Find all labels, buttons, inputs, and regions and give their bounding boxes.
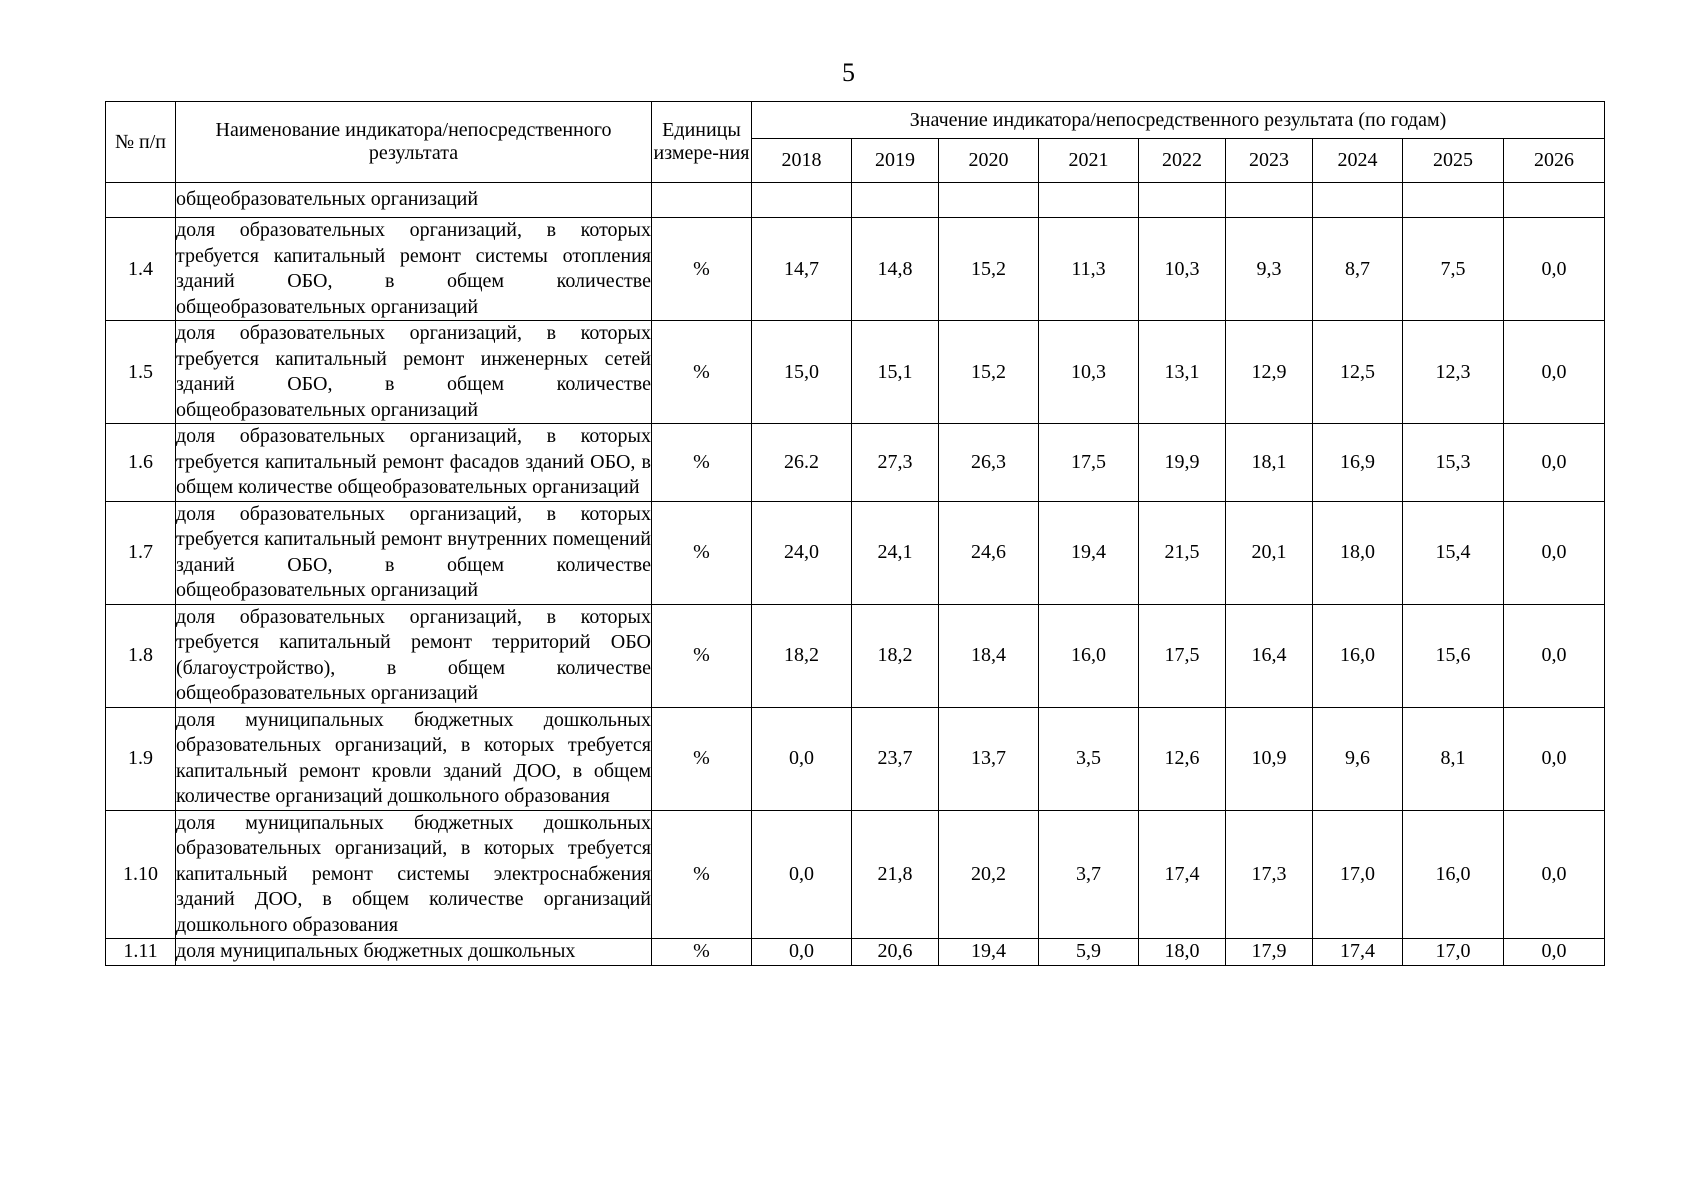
value-cell: 18,0	[1139, 939, 1226, 966]
value-cell	[1313, 183, 1403, 218]
row-indicator-name: доля образовательных организаций, в которых требуется капитальный ремонт внутренних помещений зданий ОБО, в общем количестве общеобразовательных организаций	[176, 501, 652, 604]
value-cell: 24,1	[852, 501, 939, 604]
table-row	[106, 424, 1605, 502]
value-cell: 0,0	[752, 939, 852, 966]
value-cell: 17,4	[1313, 939, 1403, 966]
value-cell: 8,1	[1403, 707, 1504, 810]
value-cell: 11,3	[1039, 218, 1139, 321]
value-cell: 0,0	[1504, 501, 1605, 604]
row-unit: %	[652, 321, 752, 424]
value-cell	[752, 183, 852, 218]
value-cell: 16,0	[1039, 604, 1139, 707]
value-cell: 15,1	[852, 321, 939, 424]
value-cell: 12,9	[1226, 321, 1313, 424]
row-number: 1.10	[106, 810, 176, 939]
value-cell: 13,1	[1139, 321, 1226, 424]
value-cell: 14,8	[852, 218, 939, 321]
row-number: 1.6	[106, 424, 176, 502]
value-cell: 5,9	[1039, 939, 1139, 966]
table-row	[106, 939, 1605, 966]
header-values-by-year: Значение индикатора/непосредственного результата (по годам)	[752, 102, 1605, 139]
header-year: 2018	[752, 139, 852, 183]
header-year: 2019	[852, 139, 939, 183]
value-cell: 16,9	[1313, 424, 1403, 502]
value-cell: 17,3	[1226, 810, 1313, 939]
value-cell: 26,3	[939, 424, 1039, 502]
row-number: 1.7	[106, 501, 176, 604]
row-number: 1.11	[106, 939, 176, 966]
value-cell: 17,5	[1039, 424, 1139, 502]
row-indicator-name: общеобразовательных организаций	[176, 183, 652, 218]
row-indicator-name: доля образовательных организаций, в которых требуется капитальный ремонт территорий ОБО (благоустройство), в общем количестве общеобразовательных организаций	[176, 604, 652, 707]
value-cell: 17,5	[1139, 604, 1226, 707]
row-indicator-name: доля образовательных организаций, в которых требуется капитальный ремонт инженерных сетей зданий ОБО, в общем количестве общеобразовательных организаций	[176, 321, 652, 424]
value-cell: 0,0	[1504, 810, 1605, 939]
value-cell: 0,0	[1504, 604, 1605, 707]
header-year: 2021	[1039, 139, 1139, 183]
value-cell: 19,4	[1039, 501, 1139, 604]
value-cell: 16,0	[1313, 604, 1403, 707]
value-cell: 24,6	[939, 501, 1039, 604]
header-number: № п/п	[106, 102, 176, 183]
row-unit: %	[652, 424, 752, 502]
value-cell	[1039, 183, 1139, 218]
value-cell	[1139, 183, 1226, 218]
value-cell: 10,3	[1039, 321, 1139, 424]
value-cell: 0,0	[1504, 707, 1605, 810]
value-cell: 9,3	[1226, 218, 1313, 321]
value-cell: 18,2	[752, 604, 852, 707]
value-cell: 13,7	[939, 707, 1039, 810]
table-header	[106, 102, 1605, 183]
value-cell: 17,0	[1403, 939, 1504, 966]
table-row	[106, 810, 1605, 939]
value-cell: 9,6	[1313, 707, 1403, 810]
value-cell: 17,9	[1226, 939, 1313, 966]
value-cell: 18,1	[1226, 424, 1313, 502]
value-cell	[1403, 183, 1504, 218]
row-indicator-name: доля образовательных организаций, в которых требуется капитальный ремонт фасадов зданий ОБО, в общем количестве общеобразовательных организаций	[176, 424, 652, 502]
continuation-row	[106, 183, 1605, 218]
value-cell: 3,7	[1039, 810, 1139, 939]
value-cell: 23,7	[852, 707, 939, 810]
row-indicator-name: доля муниципальных бюджетных дошкольных образовательных организаций, в которых требуется капитальный ремонт кровли зданий ДОО, в общем количестве организаций дошкольного образования	[176, 707, 652, 810]
row-indicator-name: доля образовательных организаций, в которых требуется капитальный ремонт системы отопления зданий ОБО, в общем количестве общеобразовательных организаций	[176, 218, 652, 321]
table-row	[106, 604, 1605, 707]
value-cell: 15,6	[1403, 604, 1504, 707]
value-cell: 27,3	[852, 424, 939, 502]
value-cell: 0,0	[752, 810, 852, 939]
value-cell: 24,0	[752, 501, 852, 604]
row-number: 1.9	[106, 707, 176, 810]
value-cell	[1504, 183, 1605, 218]
value-cell: 19,4	[939, 939, 1039, 966]
value-cell: 14,7	[752, 218, 852, 321]
table-row	[106, 707, 1605, 810]
value-cell: 21,5	[1139, 501, 1226, 604]
value-cell: 10,3	[1139, 218, 1226, 321]
value-cell: 8,7	[1313, 218, 1403, 321]
value-cell: 15,2	[939, 218, 1039, 321]
row-unit: %	[652, 707, 752, 810]
value-cell: 7,5	[1403, 218, 1504, 321]
value-cell: 20,6	[852, 939, 939, 966]
value-cell	[852, 183, 939, 218]
value-cell: 16,0	[1403, 810, 1504, 939]
page-number: 5	[842, 58, 855, 87]
value-cell: 10,9	[1226, 707, 1313, 810]
table-row	[106, 501, 1605, 604]
row-unit: %	[652, 810, 752, 939]
header-year: 2022	[1139, 139, 1226, 183]
value-cell: 18,0	[1313, 501, 1403, 604]
value-cell: 12,5	[1313, 321, 1403, 424]
value-cell: 15,3	[1403, 424, 1504, 502]
value-cell: 21,8	[852, 810, 939, 939]
value-cell: 0,0	[1504, 218, 1605, 321]
value-cell	[939, 183, 1039, 218]
value-cell: 20,2	[939, 810, 1039, 939]
value-cell: 26.2	[752, 424, 852, 502]
header-indicator-name: Наименование индикатора/непосредственного результата	[176, 102, 652, 183]
value-cell: 0,0	[752, 707, 852, 810]
value-cell: 15,0	[752, 321, 852, 424]
table-row	[106, 218, 1605, 321]
row-unit: %	[652, 604, 752, 707]
row-unit: %	[652, 501, 752, 604]
value-cell: 17,0	[1313, 810, 1403, 939]
header-unit: Единицы измере-ния	[652, 102, 752, 183]
header-year: 2025	[1403, 139, 1504, 183]
header-year: 2024	[1313, 139, 1403, 183]
value-cell: 19,9	[1139, 424, 1226, 502]
row-indicator-name: доля муниципальных бюджетных дошкольных	[176, 939, 652, 966]
header-year: 2020	[939, 139, 1039, 183]
value-cell: 18,4	[939, 604, 1039, 707]
value-cell: 18,2	[852, 604, 939, 707]
header-year: 2026	[1504, 139, 1605, 183]
value-cell: 17,4	[1139, 810, 1226, 939]
value-cell: 0,0	[1504, 939, 1605, 966]
table-row	[106, 321, 1605, 424]
table-body	[106, 183, 1605, 966]
value-cell	[1226, 183, 1313, 218]
row-number: 1.8	[106, 604, 176, 707]
row-indicator-name: доля муниципальных бюджетных дошкольных образовательных организаций, в которых требуется капитальный ремонт системы электроснабжения зданий ДОО, в общем количестве организаций дошкольного образования	[176, 810, 652, 939]
header-year: 2023	[1226, 139, 1313, 183]
row-number	[106, 183, 176, 218]
value-cell: 15,2	[939, 321, 1039, 424]
value-cell: 15,4	[1403, 501, 1504, 604]
value-cell: 12,6	[1139, 707, 1226, 810]
value-cell: 3,5	[1039, 707, 1139, 810]
row-unit: %	[652, 939, 752, 966]
value-cell: 0,0	[1504, 321, 1605, 424]
row-number: 1.5	[106, 321, 176, 424]
value-cell: 20,1	[1226, 501, 1313, 604]
value-cell: 0,0	[1504, 424, 1605, 502]
row-number: 1.4	[106, 218, 176, 321]
indicators-table	[105, 101, 1605, 966]
row-unit: %	[652, 218, 752, 321]
value-cell: 12,3	[1403, 321, 1504, 424]
value-cell: 16,4	[1226, 604, 1313, 707]
row-unit	[652, 183, 752, 218]
